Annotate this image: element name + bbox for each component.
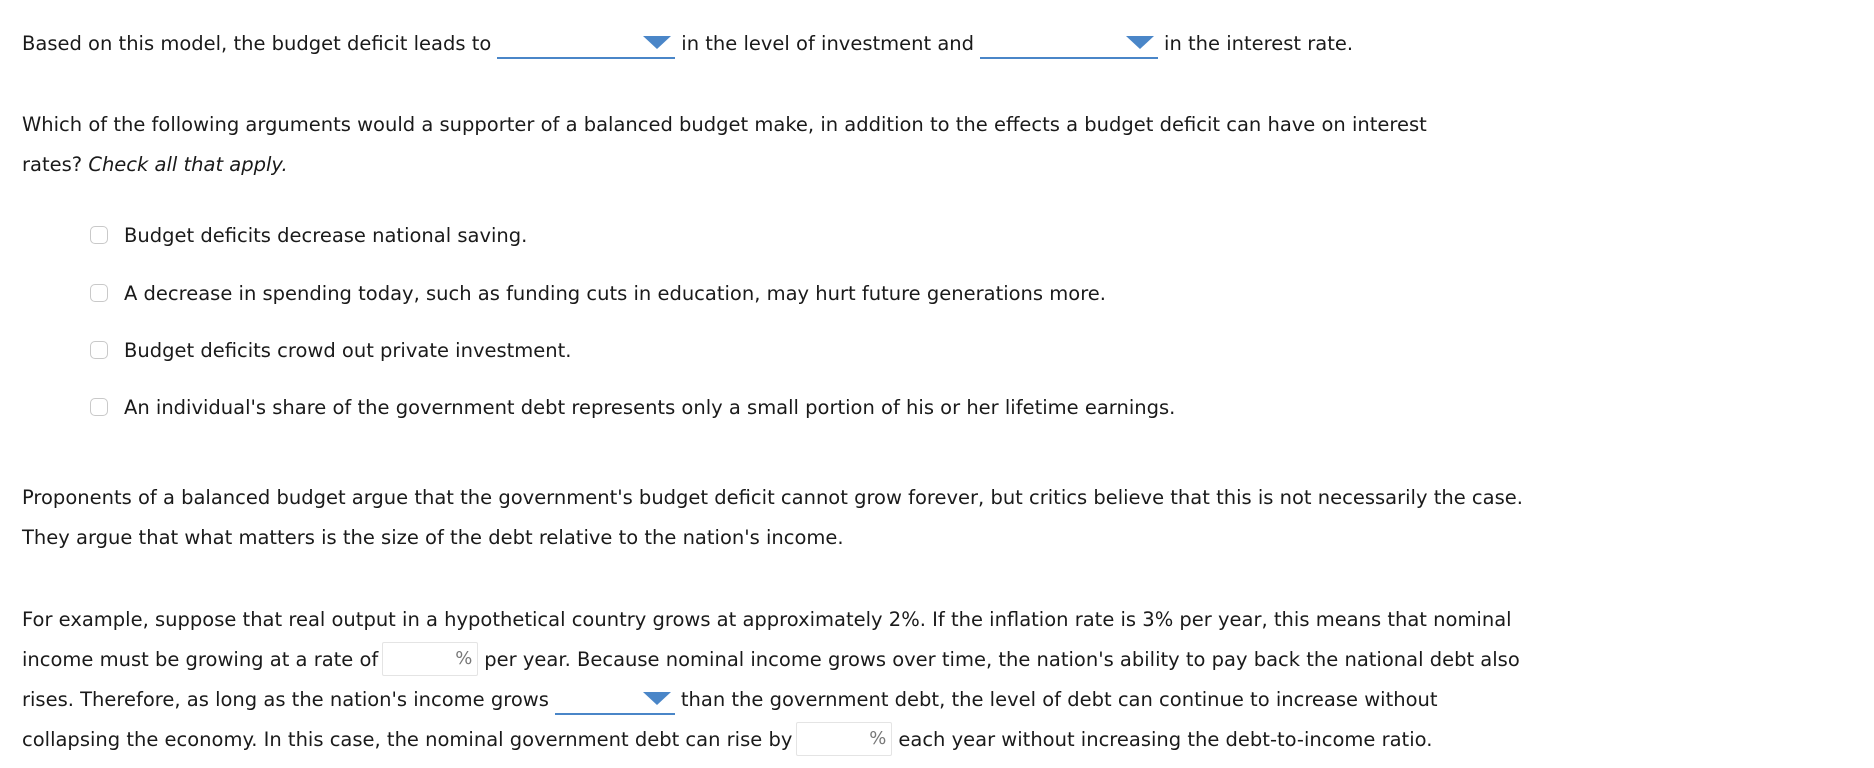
- check-all-instruction: Check all that apply.: [88, 153, 288, 176]
- paragraph-4-line-2: [22, 640, 1520, 680]
- debt-growth-field[interactable]: [796, 722, 892, 756]
- p4-line4-text-a: collapsing the economy. In this case, the nominal government debt can rise by: [22, 728, 793, 751]
- paragraph-4-line-3: [22, 680, 1438, 720]
- chevron-down-icon: [643, 36, 671, 49]
- percent-unit: %: [455, 647, 473, 669]
- income-growth-comparison-dropdown[interactable]: [555, 683, 675, 715]
- option-3-checkbox[interactable]: [90, 341, 108, 359]
- investment-level-dropdown[interactable]: [497, 27, 675, 59]
- option-1-checkbox[interactable]: [90, 226, 108, 244]
- nominal-income-growth-field[interactable]: [382, 642, 478, 676]
- paragraph-4-line-4: [22, 720, 1432, 760]
- option-4-label: An individual's share of the government debt represents only a small portion of his or her lifetime earnings.: [124, 396, 1176, 419]
- q1-text-part3: in the interest rate.: [1164, 32, 1354, 55]
- paragraph-3-line-2: They argue that what matters is the size of the debt relative to the nation's income.: [22, 526, 844, 549]
- p4-line2-text-a: income must be growing at a rate of: [22, 648, 379, 671]
- option-4-checkbox[interactable]: [90, 398, 108, 416]
- paragraph-3-line-1: Proponents of a balanced budget argue that the government's budget deficit cannot grow forever, but critics believe that this is not necessarily the case.: [22, 486, 1523, 509]
- question-2-line-1: Which of the following arguments would a supporter of a balanced budget make, in addition to the effects a budget deficit can have on interest: [22, 113, 1427, 136]
- debt-growth-input[interactable]: [797, 723, 863, 755]
- p4-line3-text-b: than the government debt, the level of debt can continue to increase without: [680, 688, 1438, 711]
- nominal-income-growth-input[interactable]: [383, 643, 449, 675]
- chevron-down-icon: [1126, 36, 1154, 49]
- p4-line3-text-a: rises. Therefore, as long as the nation's income grows: [22, 688, 549, 711]
- question-2-line-2: [22, 145, 288, 185]
- q1-text-part2: in the level of investment and: [681, 32, 975, 55]
- percent-unit: %: [869, 727, 887, 749]
- q1-text-part1: Based on this model, the budget deficit leads to: [22, 32, 492, 55]
- question-1-line: [22, 24, 1353, 64]
- option-2-label: A decrease in spending today, such as funding cuts in education, may hurt future generations more.: [124, 282, 1106, 305]
- option-1-label: Budget deficits decrease national saving.: [124, 224, 528, 247]
- paragraph-4-line-1: For example, suppose that real output in a hypothetical country grows at approximately 2%. If the inflation rate is 3% per year, this means that nominal: [22, 608, 1512, 631]
- p4-line2-text-b: per year. Because nominal income grows over time, the nation's ability to pay back the national debt also: [484, 648, 1520, 671]
- q2-rates-text: rates?: [22, 153, 83, 176]
- interest-rate-dropdown[interactable]: [980, 27, 1158, 59]
- option-2-checkbox[interactable]: [90, 284, 108, 302]
- p4-line4-text-b: each year without increasing the debt-to-income ratio.: [898, 728, 1433, 751]
- chevron-down-icon: [643, 692, 671, 705]
- option-3-label: Budget deficits crowd out private investment.: [124, 339, 572, 362]
